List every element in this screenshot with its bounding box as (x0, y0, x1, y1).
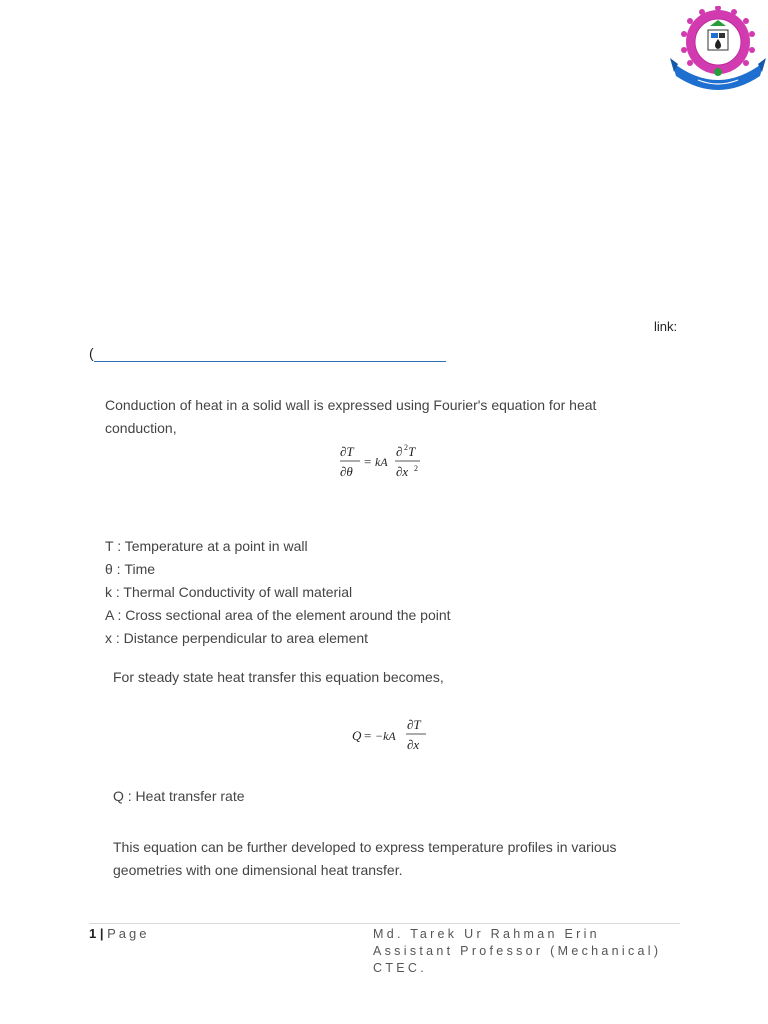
eq1-rhs-numerator: ∂ (396, 444, 403, 459)
fourier-equation (338, 441, 430, 485)
closing-line-2: geometries with one dimensional heat transfer. (113, 862, 403, 878)
eq2-equals: = (364, 728, 372, 743)
page-word: Page (107, 926, 150, 941)
q-definition: Q : Heat transfer rate (113, 788, 245, 804)
eq1-rhs-numerator-exponent: 2 (404, 443, 408, 452)
eq1-equals: = (364, 454, 372, 469)
eq2-lhs: Q (352, 728, 362, 743)
page-number-block (89, 926, 150, 941)
eq1-rhs-denominator: ∂x (396, 464, 409, 479)
variable-definitions (105, 535, 605, 650)
definition-item: k : Thermal Conductivity of wall material (105, 584, 353, 600)
eq1-lhs-denominator: ∂θ (340, 464, 353, 479)
eq2-denominator: ∂x (407, 737, 420, 752)
steady-state-paragraph: For steady state heat transfer this equation becomes, (113, 669, 444, 685)
closing-paragraph (113, 836, 673, 882)
definition-item: θ : Time (105, 561, 156, 577)
hyperlink-underline[interactable] (94, 361, 446, 362)
closing-line-1: This equation can be further developed to express temperature profiles in various (113, 839, 617, 855)
author-institution: CTEC. (373, 961, 427, 975)
steady-state-equation (350, 715, 430, 757)
page-separator: | (99, 926, 104, 941)
definition-item: T : Temperature at a point in wall (105, 538, 308, 554)
author-name: Md. Tarek Ur Rahman Erin (373, 927, 600, 941)
intro-paragraph (105, 394, 665, 440)
page-number: 1 (89, 926, 97, 941)
author-title: Assistant Professor (Mechanical) (373, 944, 662, 958)
eq1-lhs-numerator: ∂T (340, 444, 354, 459)
intro-line-2: conduction, (105, 420, 177, 436)
eq1-rhs-numerator-variable: T (408, 444, 416, 459)
intro-line-1: Conduction of heat in a solid wall is expressed using Fourier's equation for heat (105, 397, 597, 413)
definition-item: x : Distance perpendicular to area element (105, 630, 369, 646)
eq2-numerator: ∂T (407, 717, 421, 732)
footer-divider (89, 923, 680, 924)
institution-logo (668, 6, 768, 92)
eq1-coefficient: kA (375, 455, 388, 469)
definition-item: A : Cross sectional area of the element around the point (105, 607, 451, 623)
eq2-coefficient: −kA (375, 729, 396, 743)
open-parenthesis: ( (89, 345, 94, 361)
eq1-rhs-denominator-exponent: 2 (414, 464, 418, 473)
author-block (373, 926, 693, 977)
link-label: link: (654, 319, 678, 334)
